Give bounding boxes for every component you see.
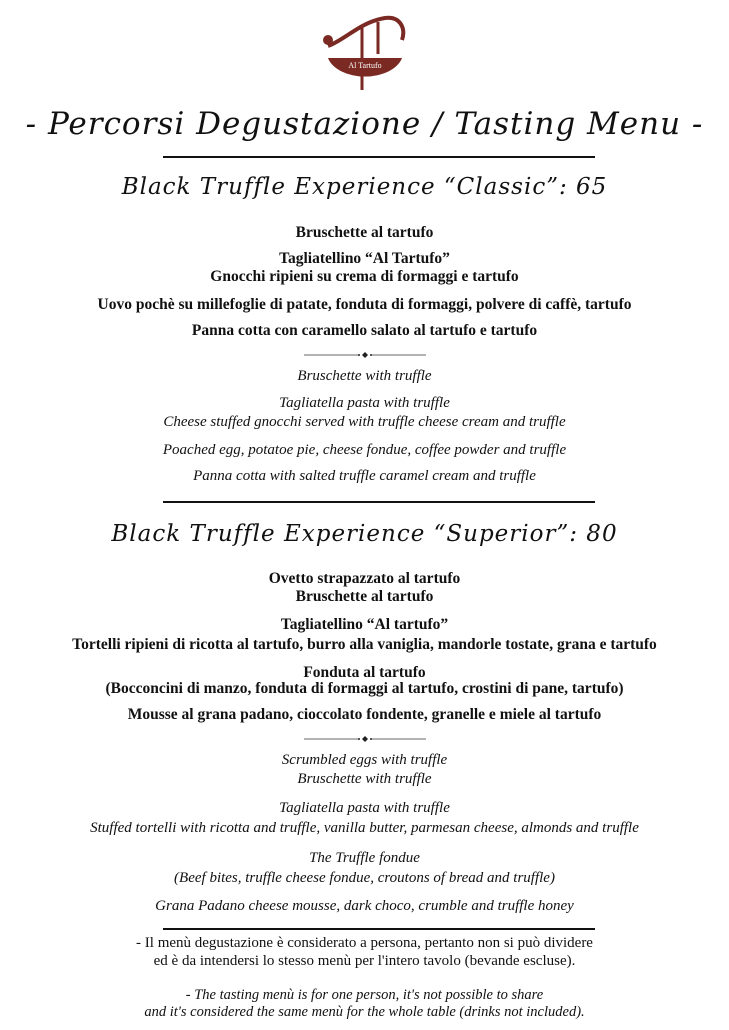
classic-heading: Black Truffle Experience “Classic”: 65 <box>121 174 608 200</box>
classic-en-item: Panna cotta with salted truffle caramel cream and truffle <box>193 468 536 484</box>
note-en: and it's considered the same menù for the whole table (drinks not included). <box>144 1004 585 1020</box>
superior-it-item: Tortelli ripieni di ricotta al tartufo, burro alla vaniglia, mandorle tostate, grana e tartufo <box>72 636 657 653</box>
divider <box>163 501 595 503</box>
superior-it-item: (Bocconcini di manzo, fonduta di formaggi al tartufo, crostini di pane, tartufo) <box>105 680 624 697</box>
classic-it-item: Panna cotta con caramello salato al tartufo e tartufo <box>191 322 538 339</box>
divider <box>163 156 595 158</box>
superior-it-item: Tagliatellino “Al tartufo” <box>280 616 449 633</box>
classic-it-item: Bruschette al tartufo <box>295 224 434 241</box>
superior-it-item: Mousse al grana padano, cioccolato fondente, granelle e miele al tartufo <box>127 706 602 723</box>
note-it: ed è da intendersi lo stesso menù per l'intero tavolo (bevande escluse). <box>153 953 576 969</box>
classic-it-item: Uovo pochè su millefoglie di patate, fonduta di formaggi, polvere di caffè, tartufo <box>97 296 632 313</box>
classic-en-item: Tagliatella pasta with truffle <box>279 395 450 411</box>
superior-it-item: Ovetto strapazzato al tartufo <box>268 570 461 587</box>
superior-heading: Black Truffle Experience “Superior”: 80 <box>111 521 618 547</box>
al-tartufo-logo <box>320 10 410 90</box>
note-it: - Il menù degustazione è considerato a persona, pertanto non si può dividere <box>136 935 593 951</box>
superior-en-item: Stuffed tortelli with ricotta and truffle, vanilla butter, parmesan cheese, almonds and truffle <box>90 820 639 836</box>
superior-en-item: Grana Padano cheese mousse, dark choco, crumble and truffle honey <box>155 898 574 914</box>
superior-en-item: The Truffle fondue <box>309 850 420 866</box>
superior-it-item: Bruschette al tartufo <box>295 588 434 605</box>
superior-en-item: Tagliatella pasta with truffle <box>279 800 450 816</box>
classic-en-item: Bruschette with truffle <box>297 368 432 384</box>
classic-en-item: Poached egg, potatoe pie, cheese fondue, coffee powder and truffle <box>162 442 567 458</box>
page-title: - Percorsi Degustazione / Tasting Menu - <box>25 106 704 142</box>
superior-en-item: Scrumbled eggs with truffle <box>281 752 448 768</box>
logo-text: Al Tartufo <box>348 61 382 70</box>
superior-en-item: Bruschette with truffle <box>297 771 432 787</box>
ornament-divider <box>304 351 426 359</box>
classic-it-item: Tagliatellino “Al Tartufo” <box>279 250 450 267</box>
divider <box>163 928 595 930</box>
note-en: - The tasting menù is for one person, it's not possible to share <box>185 987 544 1003</box>
classic-it-item: Gnocchi ripieni su crema di formaggi e tartufo <box>210 268 519 285</box>
classic-en-item: Cheese stuffed gnocchi served with truffle cheese cream and truffle <box>163 414 566 430</box>
ornament-divider <box>304 735 426 743</box>
superior-en-item: (Beef bites, truffle cheese fondue, croutons of bread and truffle) <box>174 870 555 886</box>
superior-it-item: Fonduta al tartufo <box>303 664 426 681</box>
